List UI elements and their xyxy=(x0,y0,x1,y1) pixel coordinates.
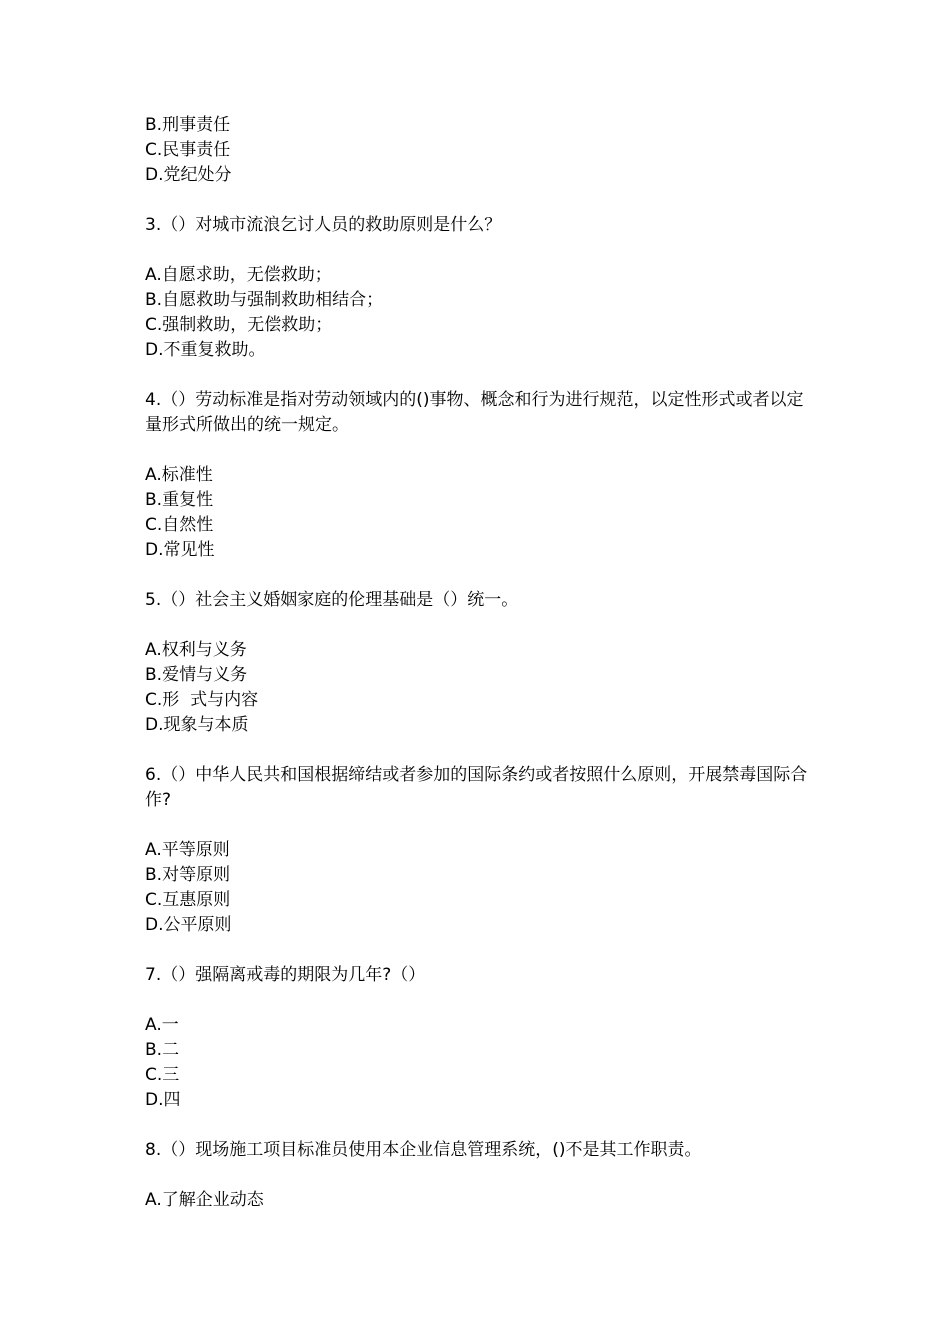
option-b: B.爱情与义务 xyxy=(145,665,248,685)
spacer xyxy=(145,188,810,213)
option-c: C.形 式与内容 xyxy=(145,690,259,710)
option-a: A.标准性 xyxy=(145,465,213,485)
option-d: D.公平原则 xyxy=(145,915,232,935)
option-d: D.四 xyxy=(145,1090,181,1110)
option-d: D.不重复救助。 xyxy=(145,340,266,360)
option-b: B.重复性 xyxy=(145,490,214,510)
option-d: D.常见性 xyxy=(145,540,215,560)
option-c: C.自然性 xyxy=(145,515,214,535)
question-7 xyxy=(145,963,810,1113)
option-c: C.强制救助，无偿救助； xyxy=(145,315,333,335)
question-text: 5.（）社会主义婚姻家庭的伦理基础是（）统一。 xyxy=(145,590,519,610)
option-d: D.现象与本质 xyxy=(145,715,249,735)
question-5 xyxy=(145,588,810,738)
spacer xyxy=(145,938,810,963)
spacer xyxy=(145,813,810,838)
question-text: 6.（）中华人民共和国根据缔结或者参加的国际条约或者按照什么原则，开展禁毒国际合作? xyxy=(145,765,808,810)
question-3 xyxy=(145,213,810,363)
option-a: A.了解企业动态 xyxy=(145,1190,264,1210)
option-a: A.自愿求助，无偿救助； xyxy=(145,265,332,285)
spacer xyxy=(145,613,810,638)
question-8 xyxy=(145,1138,810,1213)
spacer xyxy=(145,238,810,263)
option-b: B.刑事责任 xyxy=(145,115,231,135)
question-text: 4.（）劳动标准是指对劳动领域内的()事物、概念和行为进行规范，以定性形式或者以定量形式所做出的统一规定。 xyxy=(145,390,804,435)
option-b: B.自愿救助与强制救助相结合； xyxy=(145,290,384,310)
question-text: 3.（）对城市流浪乞讨人员的救助原则是什么？ xyxy=(145,215,502,235)
question-4 xyxy=(145,388,810,563)
question-text: 7.（）强隔离戒毒的期限为几年?（） xyxy=(145,965,426,985)
spacer xyxy=(145,563,810,588)
option-a: A.平等原则 xyxy=(145,840,230,860)
spacer xyxy=(145,738,810,763)
option-d: D.党纪处分 xyxy=(145,165,232,185)
option-a: A.一 xyxy=(145,1015,179,1035)
spacer xyxy=(145,363,810,388)
spacer xyxy=(145,1163,810,1188)
option-c: C.三 xyxy=(145,1065,180,1085)
spacer xyxy=(145,438,810,463)
spacer xyxy=(145,988,810,1013)
option-b: B.对等原则 xyxy=(145,865,231,885)
exam-content xyxy=(145,113,810,1213)
option-a: A.权利与义务 xyxy=(145,640,247,660)
spacer xyxy=(145,1113,810,1138)
question-text: 8.（）现场施工项目标准员使用本企业信息管理系统，()不是其工作职责。 xyxy=(145,1140,702,1160)
lead-options xyxy=(145,113,810,188)
question-6 xyxy=(145,763,810,938)
option-b: B.二 xyxy=(145,1040,180,1060)
option-c: C.民事责任 xyxy=(145,140,231,160)
option-c: C.互惠原则 xyxy=(145,890,231,910)
